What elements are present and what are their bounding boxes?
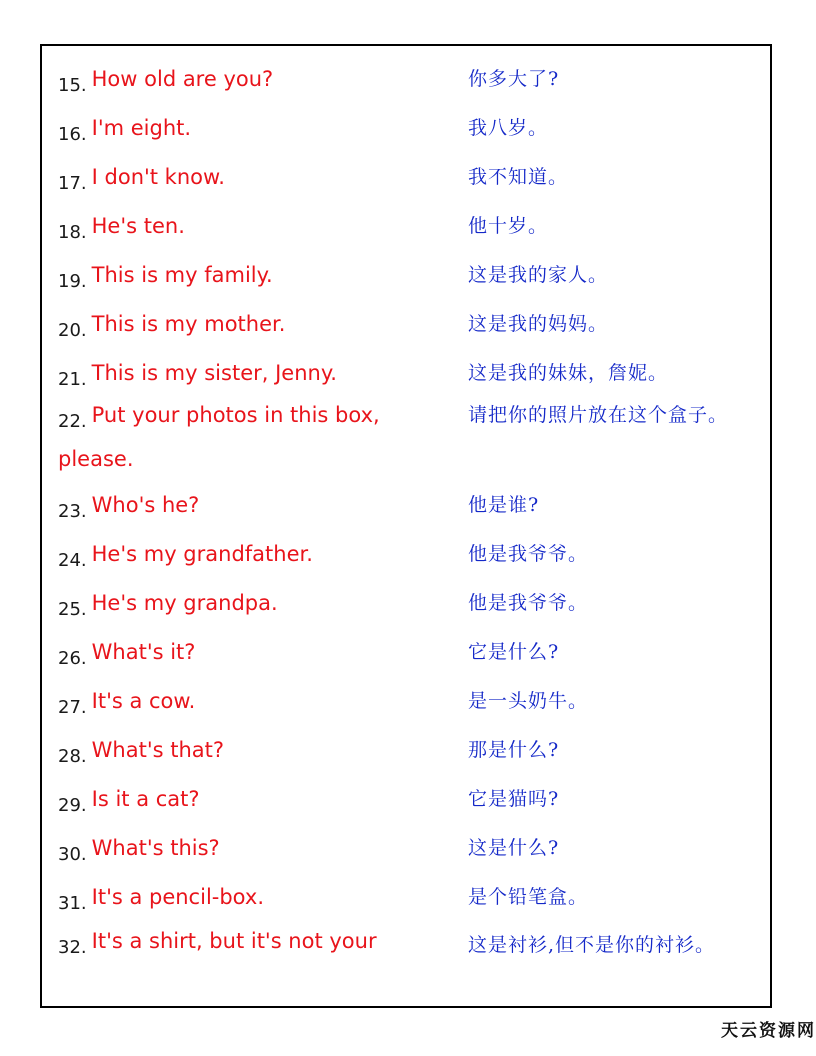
english-text: Who's he? — [91, 493, 200, 517]
english-text: I don't know. — [91, 165, 225, 189]
chinese-translation: 是个铅笔盒。 — [468, 886, 589, 908]
phrase-number: 18. — [58, 222, 87, 243]
english-phrase — [58, 827, 438, 871]
chinese-translation: 这是我的妹妹，詹妮。 — [468, 362, 669, 384]
phrase-number: 31. — [58, 893, 87, 914]
chinese-translation: 你多大了? — [468, 68, 560, 90]
english-phrase — [58, 533, 438, 577]
phrase-number: 26. — [58, 648, 87, 669]
english-text: What's this? — [91, 836, 220, 860]
chinese-translation: 那是什么? — [468, 739, 560, 761]
english-phrase — [58, 778, 438, 822]
phrase-number: 16. — [58, 124, 87, 145]
chinese-translation: 他是谁? — [468, 494, 540, 516]
phrase-number: 20. — [58, 320, 87, 341]
english-text: He's my grandpa. — [91, 591, 278, 615]
phrase-number: 19. — [58, 271, 87, 292]
english-text: I'm eight. — [91, 116, 192, 140]
chinese-translation: 我八岁。 — [468, 117, 549, 139]
english-phrase — [58, 680, 438, 724]
english-text: It's a pencil-box. — [91, 885, 264, 909]
english-phrase — [58, 107, 438, 151]
english-phrase — [58, 205, 438, 249]
chinese-translation: 它是猫吗? — [468, 788, 560, 810]
english-phrase — [58, 876, 438, 920]
english-phrase — [58, 631, 438, 675]
english-text: It's a shirt, but it's not your — [91, 929, 377, 953]
english-phrase — [58, 394, 438, 480]
english-phrase — [58, 484, 438, 528]
phrase-number: 29. — [58, 795, 87, 816]
english-text: Put your photos in this box, please. — [58, 403, 380, 471]
english-phrase — [58, 156, 438, 200]
phrase-number: 15. — [58, 75, 87, 96]
phrase-number: 30. — [58, 844, 87, 865]
english-text: What's that? — [91, 738, 224, 762]
chinese-translation: 他是我爷爷。 — [468, 592, 589, 614]
phrase-number: 32. — [58, 937, 87, 958]
chinese-translation: 这是我的妈妈。 — [468, 313, 609, 335]
english-phrase — [58, 254, 438, 298]
phrase-number: 22. — [58, 411, 87, 432]
english-phrase — [58, 729, 438, 773]
english-phrase — [58, 303, 438, 347]
english-text: This is my mother. — [91, 312, 286, 336]
english-phrase — [58, 920, 438, 964]
phrase-number: 28. — [58, 746, 87, 767]
english-text: How old are you? — [91, 67, 274, 91]
english-text: What's it? — [91, 640, 196, 664]
english-phrase — [58, 352, 438, 396]
english-text: He's ten. — [91, 214, 185, 238]
phrase-table — [40, 44, 772, 1008]
chinese-translation: 他是我爷爷。 — [468, 543, 589, 565]
chinese-translation: 他十岁。 — [468, 215, 549, 237]
english-text: This is my sister, Jenny. — [91, 361, 337, 385]
english-phrase — [58, 582, 438, 626]
phrase-number: 27. — [58, 697, 87, 718]
chinese-translation: 我不知道。 — [468, 166, 569, 188]
site-watermark: 天云资源网 — [721, 1021, 816, 1041]
english-text: This is my family. — [91, 263, 273, 287]
chinese-translation: 它是什么? — [468, 641, 560, 663]
phrase-number: 23. — [58, 501, 87, 522]
chinese-translation: 这是什么? — [468, 837, 560, 859]
phrase-number: 21. — [58, 369, 87, 390]
chinese-translation: 请把你的照片放在这个盒子。 — [468, 404, 729, 426]
chinese-translation: 是一头奶牛。 — [468, 690, 589, 712]
english-phrase — [58, 58, 438, 102]
english-text: It's a cow. — [91, 689, 196, 713]
phrase-number: 25. — [58, 599, 87, 620]
english-text: Is it a cat? — [91, 787, 200, 811]
chinese-translation: 这是我的家人。 — [468, 264, 609, 286]
phrase-number: 17. — [58, 173, 87, 194]
english-text: He's my grandfather. — [91, 542, 313, 566]
phrase-number: 24. — [58, 550, 87, 571]
chinese-translation: 这是衬衫,但不是你的衬衫。 — [468, 934, 716, 956]
